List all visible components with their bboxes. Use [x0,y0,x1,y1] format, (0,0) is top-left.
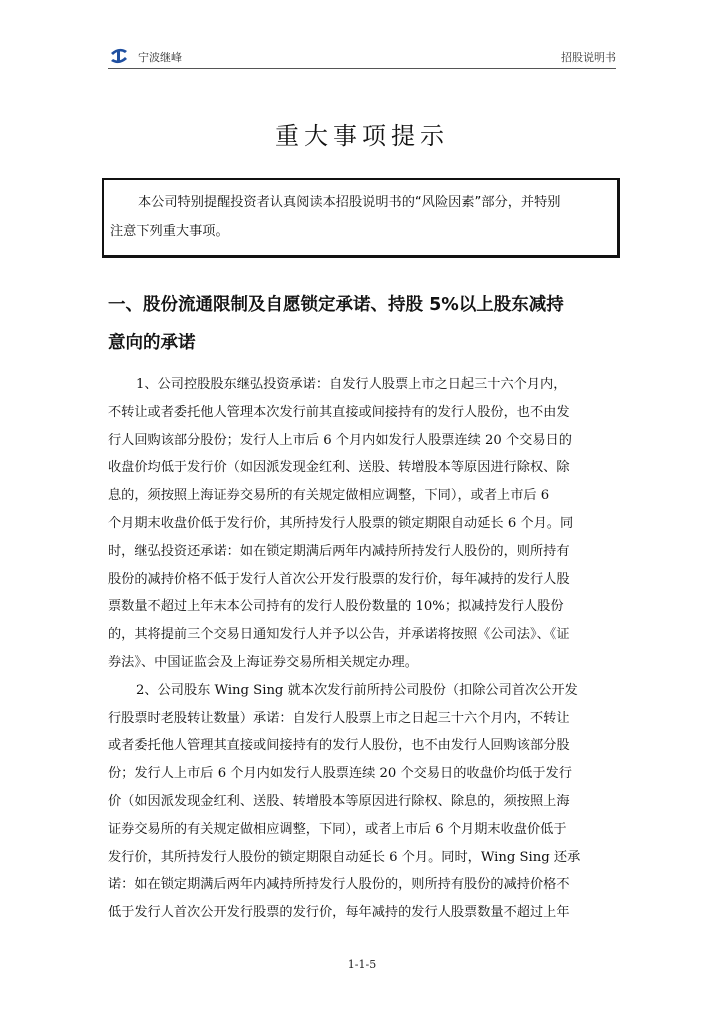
body-text [108,371,618,927]
paragraph-2 [108,677,618,927]
text-line: 2、公司股东 Wing Sing 就本次发行前所持公司股份（扣除公司首次公开发 [136,682,578,698]
text-line: 1、公司控股股东继弘投资承诺：自发行人股票上市之日起三十六个月内， [136,377,567,392]
text-line: 份；发行人上市后 6 个月内如发行人股票连续 20 个交易日的收盘价均低于发行 [108,766,572,782]
paragraph-1 [108,371,618,677]
document-type: 招股说明书 [561,51,616,64]
text-line: 股份的减持价格不低于发行人首次公开发行股票的发行价，每年减持的发行人股 [108,571,570,587]
company-name: 宁波继峰 [138,51,182,64]
text-line: 个月期末收盘价低于发行价，其所持发行人股票的锁定期限自动延长 6 个月。同 [108,515,574,531]
notice-line: 本公司特别提醒投资者认真阅读本招股说明书的“风险因素”部分，并特别 [138,195,561,210]
page-number: 1-1-5 [347,958,377,971]
text-line: 息的，须按照上海证券交易所的有关规定做相应调整，下同），或者上市后 6 [108,488,550,504]
notice-line: 注意下列重大事项。 [110,224,229,239]
section-heading [108,286,620,362]
text-line: 行人回购该部分股份；发行人上市后 6 个月内如发行人股票连续 20 个交易日的 [108,432,572,448]
page-title: 重大事项提示 [275,122,449,150]
notice-box [102,178,620,258]
text-line: 诺：如在锁定期满后两年内减持所持发行人股份的，则所持有股份的减持价格不 [108,877,570,893]
text-line: 行股票时老股转让数量）承诺：自发行人股票上市之日起三十六个月内，不转让 [108,710,570,726]
text-line: 发行价，其所持发行人股份的锁定期限自动延长 6 个月。同时，Wing Sing 还承 [108,849,581,865]
text-line: 不转让或者委托他人管理本次发行前其直接或间接持有的发行人股份，也不由发 [108,404,570,420]
text-line: 证券交易所的有关规定做相应调整，下同），或者上市后 6 个月期末收盘价低于 [108,821,567,837]
text-line: 券法》、中国证监会及上海证券交易所相关规定办理。 [108,654,418,670]
text-line: 时，继弘投资还承诺：如在锁定期满后两年内减持所持发行人股份的，则所持有 [108,543,570,559]
company-logo-icon [108,47,130,65]
section-heading-line: 意向的承诺 [108,333,196,353]
text-line: 价（如因派发现金红利、送股、转增股本等原因进行除权、除息的，须按照上海 [108,793,570,809]
text-line: 低于发行人首次公开发行股票的发行价，每年减持的发行人股票数量不超过上年 [108,905,570,921]
text-line: 票数量不超过上年末本公司持有的发行人股份数量的 10%；拟减持发行人股份 [108,599,564,615]
text-line: 或者委托他人管理其直接或间接持有的发行人股份，也不由发行人回购该部分股 [108,738,570,754]
page-header [108,44,616,69]
text-line: 的，其将提前三个交易日通知发行人并予以公告，并承诺将按照《公司法》、《证 [108,627,570,643]
text-line: 收盘价均低于发行价（如因派发现金红利、送股、转增股本等原因进行除权、除 [108,460,570,476]
section-heading-line: 一、股份流通限制及自愿锁定承诺、持股 5%以上股东减持 [108,295,564,315]
